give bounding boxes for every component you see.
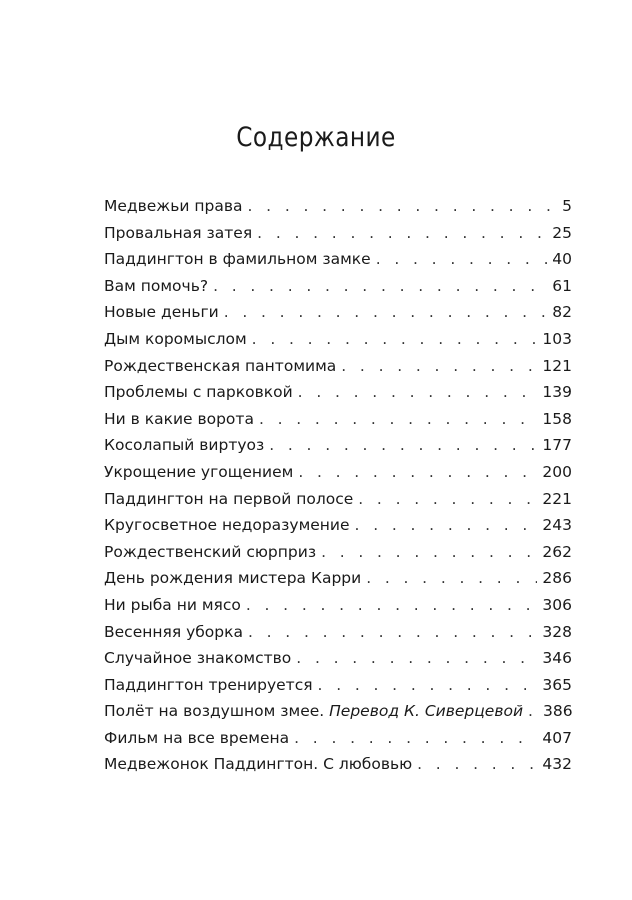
- dot-leader: [298, 463, 537, 481]
- toc-entry-translator: Перевод К. Сиверцевой: [329, 702, 524, 721]
- toc-entry-title: Проблемы с парковкой: [104, 383, 293, 402]
- toc-entry[interactable]: [104, 702, 572, 729]
- toc-entry-title: [104, 702, 523, 720]
- toc-entry-page: 386: [543, 702, 573, 721]
- toc-entry-page: 286: [542, 569, 572, 588]
- toc-entry-title: День рождения мистера Карри: [104, 569, 362, 588]
- toc-entry-page: 121: [542, 356, 572, 375]
- dot-leader: [252, 330, 538, 348]
- toc-entry[interactable]: [104, 436, 572, 463]
- dot-leader: [298, 383, 538, 401]
- dot-leader: [248, 623, 537, 641]
- toc-entry-title-text: Полёт на воздушном змее.: [104, 702, 325, 721]
- dot-leader: [321, 543, 537, 561]
- dot-leader: [366, 569, 537, 587]
- toc-entry[interactable]: [104, 569, 572, 596]
- toc-entry-title: Новые деньги: [104, 303, 219, 322]
- toc-entry-page: 328: [542, 622, 572, 641]
- dot-leader: [417, 755, 537, 773]
- dot-leader: [246, 596, 538, 614]
- toc-entry-title: Ни в какие ворота: [104, 409, 254, 428]
- toc-entry-page: 221: [542, 489, 572, 508]
- toc-entry[interactable]: [104, 383, 572, 410]
- toc-entry-title: Паддингтон тренируется: [104, 675, 313, 694]
- toc-entry-page: 306: [542, 595, 572, 614]
- dot-leader: [269, 436, 537, 454]
- toc-entry[interactable]: [104, 596, 572, 623]
- toc-entry[interactable]: [104, 676, 572, 703]
- toc-entry-page: 177: [542, 436, 572, 455]
- toc-entry[interactable]: [104, 649, 572, 676]
- toc-entry-title: Случайное знакомство: [104, 649, 292, 668]
- dot-leader: [318, 676, 538, 694]
- dot-leader: [358, 490, 537, 508]
- toc-entry-title: Паддингтон на первой полосе: [104, 489, 354, 508]
- table-of-contents: [104, 197, 572, 782]
- toc-entry[interactable]: [104, 197, 572, 224]
- toc-entry-page: 158: [542, 409, 572, 428]
- toc-entry-page: 346: [542, 649, 572, 668]
- toc-entry[interactable]: [104, 755, 572, 782]
- toc-entry[interactable]: [104, 463, 572, 490]
- dot-leader: [224, 303, 548, 321]
- dot-leader: [294, 729, 537, 747]
- toc-entry[interactable]: [104, 410, 572, 437]
- toc-entry-page: 61: [552, 276, 572, 295]
- toc-entry-title: Медвежонок Паддингтон. С любовью: [104, 755, 413, 774]
- toc-entry[interactable]: [104, 277, 572, 304]
- toc-entry-page: 432: [542, 755, 572, 774]
- toc-entry-title: Паддингтон в фамильном замке: [104, 250, 371, 269]
- toc-entry[interactable]: [104, 357, 572, 384]
- dot-leader: [213, 277, 547, 295]
- toc-entry-title: Фильм на все времена: [104, 728, 290, 747]
- toc-entry-page: 5: [562, 197, 572, 215]
- toc-entry-title: Рождественский сюрприз: [104, 542, 317, 561]
- toc-entry-title: Вам помочь?: [104, 276, 209, 295]
- toc-entry-page: 103: [542, 329, 572, 348]
- toc-entry-page: 365: [542, 675, 572, 694]
- toc-entry-page: 200: [542, 462, 572, 481]
- toc-entry-page: 139: [542, 383, 572, 402]
- toc-entry-title: Провальная затея: [104, 223, 253, 242]
- dot-leader: [259, 410, 537, 428]
- dot-leader: [355, 516, 538, 534]
- dot-leader: [528, 702, 538, 720]
- toc-entry-page: 25: [552, 223, 572, 242]
- toc-entry[interactable]: [104, 729, 572, 756]
- toc-entry[interactable]: [104, 250, 572, 277]
- page-title: Содержание: [236, 122, 396, 153]
- dot-leader: [296, 649, 537, 667]
- toc-entry-title: Косолапый виртуоз: [104, 436, 265, 455]
- toc-entry-title: Укрощение угощением: [104, 462, 294, 481]
- toc-entry-title: Рождественская пантомима: [104, 356, 337, 375]
- toc-entry[interactable]: [104, 224, 572, 251]
- toc-entry-page: 40: [552, 250, 572, 269]
- dot-leader: [376, 250, 548, 268]
- toc-entry-title: Медвежьи права: [104, 197, 243, 215]
- toc-entry-title: Кругосветное недоразумение: [104, 516, 350, 535]
- toc-entry-page: 82: [552, 303, 572, 322]
- dot-leader: [341, 357, 537, 375]
- toc-entry-page: 407: [542, 728, 572, 747]
- toc-entry[interactable]: [104, 330, 572, 357]
- toc-entry-page: 262: [542, 542, 572, 561]
- dot-leader: [248, 197, 558, 215]
- toc-entry[interactable]: [104, 623, 572, 650]
- toc-entry[interactable]: [104, 543, 572, 570]
- dot-leader: [257, 224, 547, 242]
- toc-entry-title: Весенняя уборка: [104, 622, 243, 641]
- toc-entry-title: Ни рыба ни мясо: [104, 595, 241, 614]
- toc-entry-page: 243: [542, 516, 572, 535]
- toc-entry[interactable]: [104, 303, 572, 330]
- toc-entry[interactable]: [104, 516, 572, 543]
- toc-entry[interactable]: [104, 490, 572, 517]
- toc-entry-title: Дым коромыслом: [104, 329, 247, 348]
